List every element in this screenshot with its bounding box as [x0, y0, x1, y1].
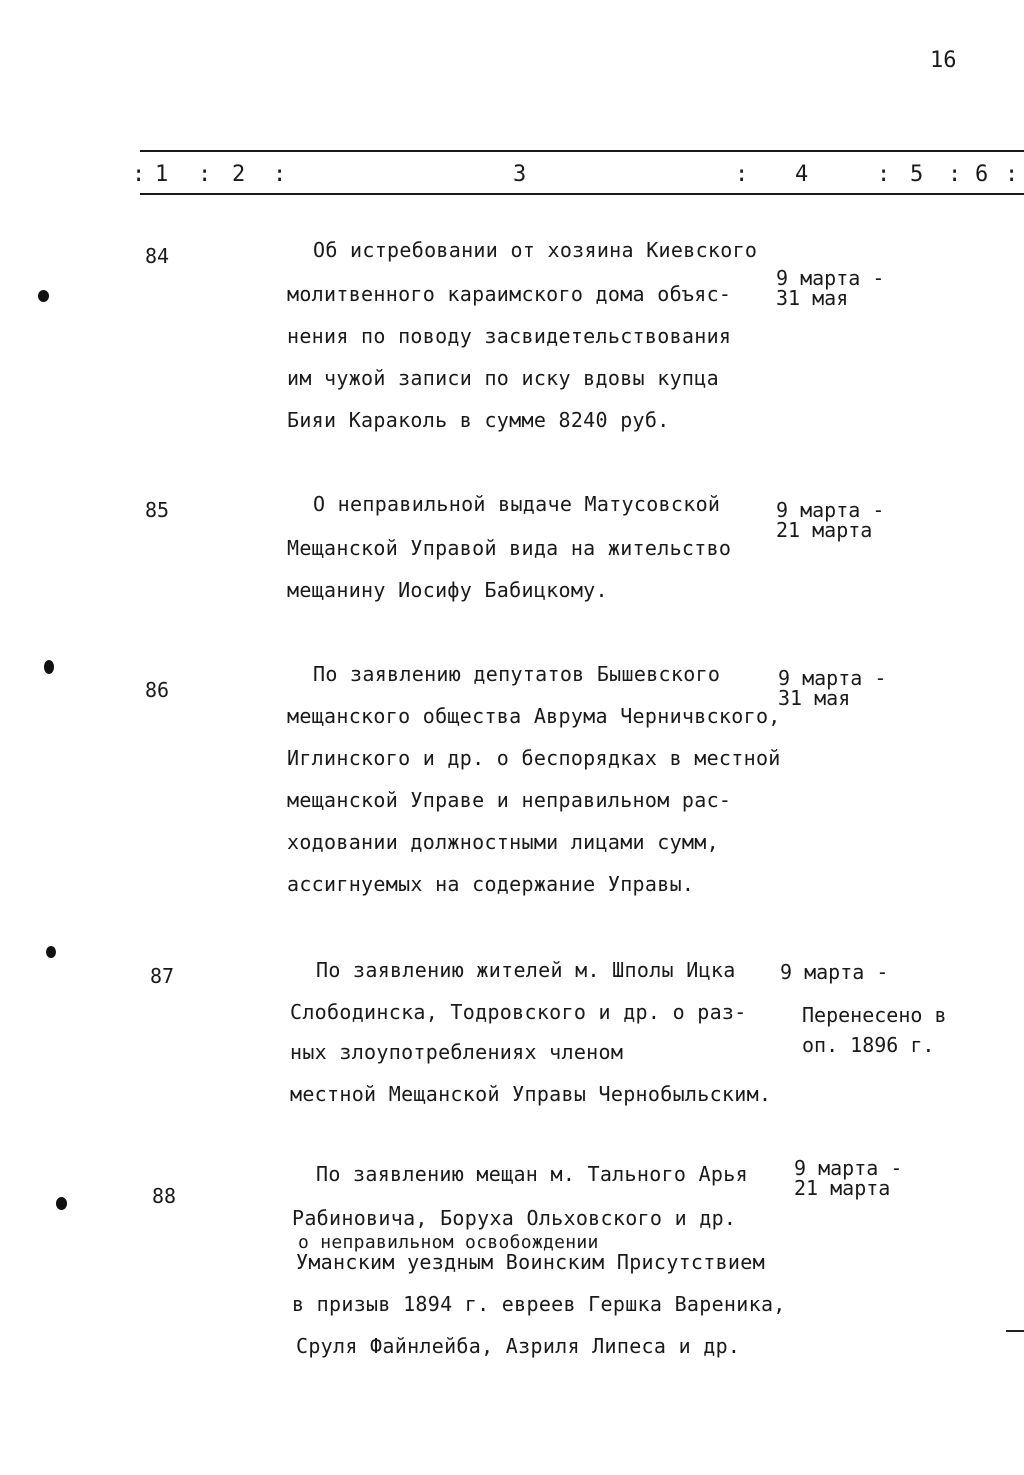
header-separator: :	[877, 162, 891, 187]
date-line: 9 марта -	[776, 266, 885, 290]
punch-hole-mark	[44, 660, 54, 674]
entry-date	[794, 1158, 902, 1198]
entry-text-line: молитвенного караимского дома объяс-	[287, 282, 732, 306]
entry-text-line: Мещанской Управой вида на жительство	[287, 536, 732, 560]
date-line: 9 марта -	[776, 498, 885, 522]
entry-date	[778, 668, 886, 708]
entry-text-line: местной Мещанской Управы Чернобыльским.	[290, 1082, 772, 1106]
entry-text-line: мещанину Иосифу Бабицкому.	[287, 578, 608, 602]
entry-text-line: о неправильном освобождении	[298, 1232, 599, 1253]
header-separator: :	[198, 162, 212, 187]
entry-text-line: Сруля Файнлейба, Азриля Липеса и др.	[296, 1334, 741, 1358]
header-bottom-rule	[140, 193, 1024, 195]
entry-text-line: По заявлению депутатов Бышевского	[313, 662, 721, 686]
entry-text-line: Об истребовании от хозяина Киевского	[313, 238, 758, 262]
entry-text-line: мещанского общества Аврума Черничвского,	[287, 704, 781, 728]
page-number: 16	[930, 48, 957, 73]
margin-dash	[1006, 1330, 1024, 1332]
entry-text-line: Рабиновича, Боруха Ольховского и др.	[292, 1206, 737, 1230]
entry-note	[802, 1000, 947, 1060]
date-line: 31 мая	[778, 686, 851, 710]
entry-text-line: Иглинского и др. о беспорядках в местной	[287, 746, 781, 770]
entry-text-line: в призыв 1894 г. евреев Гершка Вареника,	[292, 1292, 786, 1316]
date-line: 9 марта -	[778, 666, 887, 690]
entry-number: 86	[145, 678, 170, 702]
header-col-4: 4	[795, 162, 809, 187]
entry-number: 85	[145, 498, 170, 522]
entry-text-line: По заявлению жителей м. Шполы Ицка	[316, 958, 736, 982]
entry-number: 84	[145, 244, 170, 268]
entry-text-line: Бияи Караколь в сумме 8240 руб.	[287, 408, 670, 432]
date-line: 31 мая	[776, 286, 849, 310]
entry-text-line: Уманским уездным Воинским Присутствием	[296, 1250, 765, 1274]
header-col-3: 3	[513, 162, 527, 187]
entry-text-line: ходовании должностными лицами сумм,	[287, 830, 719, 854]
header-col-2: 2	[232, 162, 246, 187]
header-separator: :	[735, 162, 749, 187]
entry-text-line: О неправильной выдаче Матусовской	[313, 492, 721, 516]
entry-text-line: нения по поводу засвидетельствования	[287, 324, 732, 348]
entry-text-line: им чужой записи по иску вдовы купца	[287, 366, 719, 390]
entry-date	[776, 268, 884, 308]
note-line: Перенесено в	[802, 1003, 947, 1027]
entry-text-line: ассигнуемых на содержание Управы.	[287, 872, 695, 896]
entry-text-line: ных злоупотреблениях членом	[290, 1040, 624, 1064]
entry-number: 87	[150, 964, 175, 988]
header-separator: :	[1005, 162, 1019, 187]
header-col-1: 1	[155, 162, 169, 187]
header-col-6: 6	[975, 162, 989, 187]
note-line: оп. 1896 г.	[802, 1033, 935, 1057]
punch-hole-mark	[46, 946, 56, 958]
punch-hole-mark	[38, 290, 49, 302]
header-separator: :	[273, 162, 287, 187]
date-line: 9 марта -	[780, 960, 889, 984]
entry-text-line: По заявлению мещан м. Тального Арья	[316, 1162, 748, 1186]
date-line: 9 марта -	[794, 1156, 903, 1180]
header-top-rule	[140, 150, 1024, 152]
entry-date	[776, 500, 884, 540]
header-col-5: 5	[910, 162, 924, 187]
punch-hole-mark	[56, 1197, 67, 1210]
entry-date	[780, 962, 888, 982]
date-line: 21 марта	[794, 1176, 891, 1200]
header-separator: :	[948, 162, 962, 187]
entry-number: 88	[152, 1184, 177, 1208]
entry-text-line: мещанской Управе и неправильном рас-	[287, 788, 732, 812]
entry-text-line: Слободинска, Тодровского и др. о раз-	[290, 1000, 747, 1024]
date-line: 21 марта	[776, 518, 873, 542]
header-separator: :	[132, 162, 146, 187]
